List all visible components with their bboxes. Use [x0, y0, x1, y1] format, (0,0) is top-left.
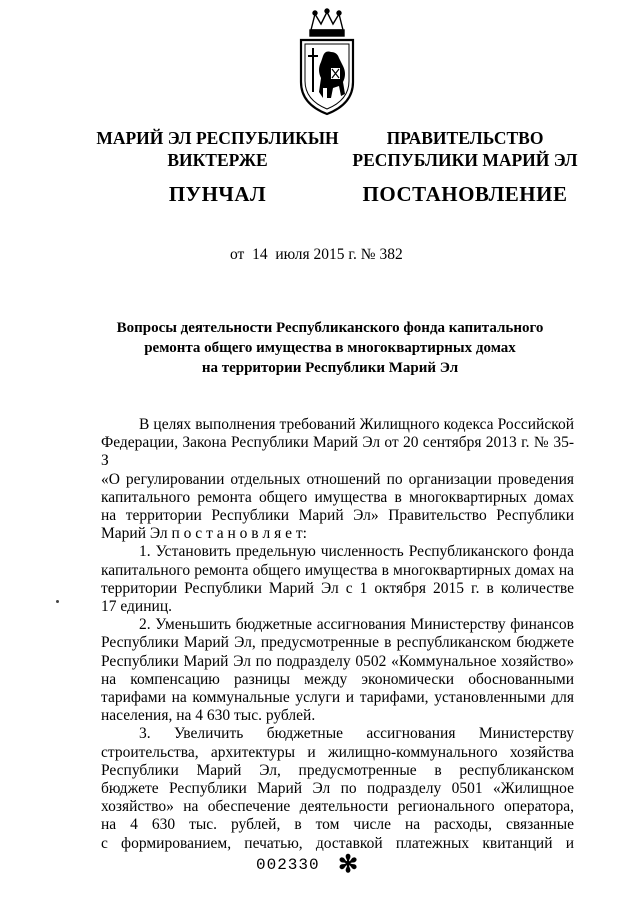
header-right-block [335, 127, 595, 205]
body-line: 3. Увеличить бюджетные ассигнования Министерству [139, 725, 574, 743]
body-line: Республики Марий Эл, предусмотренные в республиканском [101, 761, 574, 779]
body-line: капитального ремонта общего имущества в многоквартирных домах [101, 488, 574, 506]
body-line: «О регулировании отдельных отношений по организации проведения [101, 470, 574, 488]
body-line: населения, на 4 630 тыс. рублей. [101, 707, 316, 725]
body-line: Федерации, Закона Республики Марий Эл от 20 сентября 2013 г. № 35-З [101, 434, 574, 470]
body-line: хозяйство» на обеспечение деятельности регионального оператора, [101, 798, 574, 816]
body-line: с формированием, печатью, доставкой платежных квитанций и [101, 834, 574, 852]
margin-mark [56, 600, 59, 603]
body-line: Республики Марий Эл, предусмотренные в республиканском бюджете [101, 634, 574, 652]
title-line: Вопросы деятельности Республиканского фонда капитального [116, 320, 544, 336]
header-left-doc-type: ПУНЧАЛ [168, 182, 267, 206]
body-line: 2. Уменьшить бюджетные ассигнования Министерству финансов [139, 616, 574, 634]
body-line: 17 единиц. [101, 598, 172, 616]
body-line: 1. Установить предельную численность Республиканского фонда [139, 543, 574, 561]
body-line: строительства, архитектуры и жилищно-коммунального хозяйства [101, 743, 574, 761]
body-line: на территории Республики Марий Эл» Правительство Республики [101, 507, 574, 525]
body-line: Республики Марий Эл по подразделу 0502 «Коммунальное хозяйство» [101, 652, 574, 670]
body-line: В целях выполнения требований Жилищного кодекса Российской [139, 416, 574, 433]
document-date-number: от 14 июля 2015 г. № 382 [230, 246, 403, 263]
header-left-block [95, 127, 340, 205]
body-line: территории Республики Марий Эл с 1 октября 2015 г. в количестве [101, 579, 574, 597]
header-right-doc-type: ПОСТАНОВЛЕНИЕ [362, 182, 568, 206]
body-line: Марий Эл п о с т а н о в л я е т: [101, 525, 307, 543]
body-line: бюджете Республики Марий Эл по подразделу 0501 «Жилищное [101, 780, 574, 798]
body-line: на 4 630 тыс. рублей, в том числе на расходы, связанные [101, 816, 574, 834]
header-right-line2: РЕСПУБЛИКИ МАРИЙ ЭЛ [352, 150, 578, 170]
title-line: ремонта общего имущества в многоквартирных домах [144, 340, 516, 356]
document-title [100, 318, 560, 378]
body-line: капитального ремонта общего имущества в многоквартирных домах на [101, 561, 574, 579]
header-left-line1: МАРИЙ ЭЛ РЕСПУБЛИКЫН [96, 128, 339, 148]
title-line: на территории Республики Марий Эл [201, 360, 459, 376]
document-body [101, 416, 574, 853]
header-left-line2: ВИКТЕРЖЕ [167, 150, 268, 170]
asterisk-mark-icon: ✻ [338, 852, 359, 878]
header-right-line1: ПРАВИТЕЛЬСТВО [386, 128, 544, 148]
body-line: тарифами на коммунальные услуги и тарифами, установленными для [101, 689, 574, 707]
body-line: на компенсацию разницы между экономически обоснованными [101, 670, 574, 688]
serial-number: 002330 [256, 856, 320, 874]
coat-of-arms-icon [297, 8, 357, 116]
